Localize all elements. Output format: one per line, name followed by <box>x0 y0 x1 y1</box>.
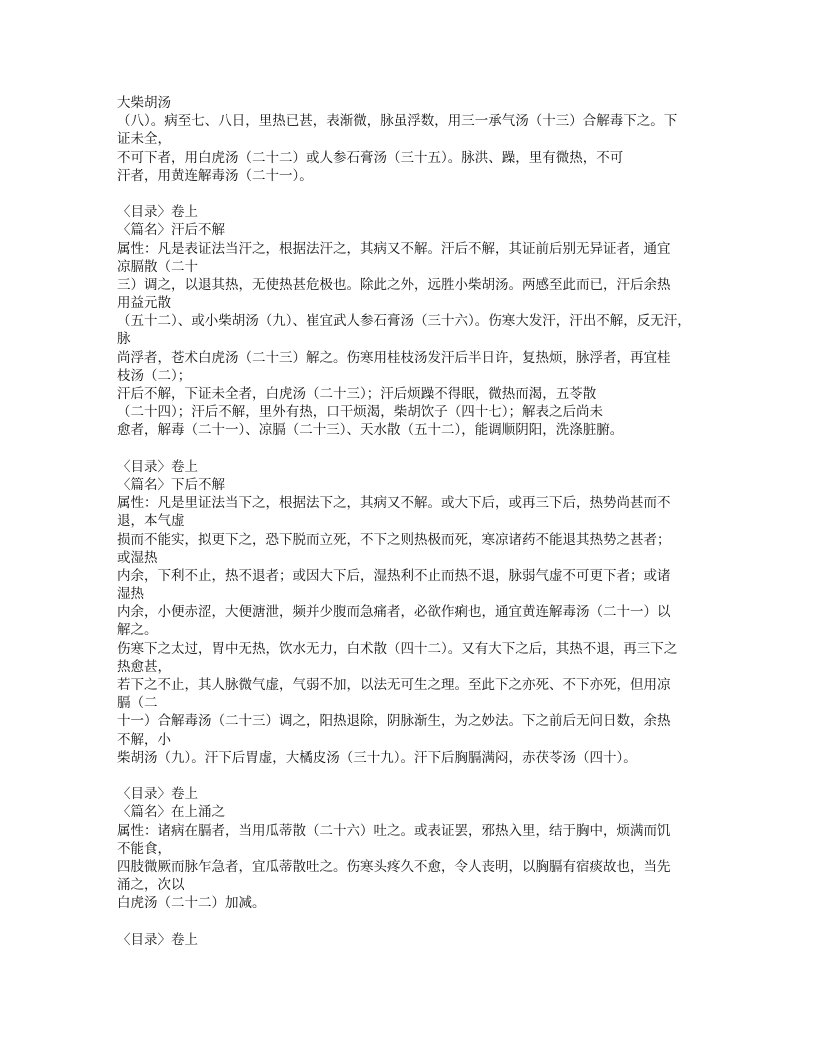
document-section <box>117 458 717 767</box>
text-line: （八）。病至七、八日，里热已甚，表渐微，脉虽浮数，用三一承气汤（十三）合解毒下之。下 <box>117 113 678 130</box>
text-line: 内余，小便赤涩，大便溏泄，频并少腹而急痛者，必欲作痢也，通宜黄连解毒汤（二十一）以 <box>117 604 671 621</box>
text-line: 伤寒下之太过，胃中无热，饮水无力，白术散（四十二）。又有大下之后，其热不退，再三下之 <box>117 640 678 657</box>
text-line: 〈目录〉卷上 <box>117 931 198 948</box>
text-line: （五十二）、或小柴胡汤（九）、崔宜武人参石膏汤（三十六）。伤寒大发汗，汗出不解，反无汗， <box>117 313 691 330</box>
text-line: 〈目录〉卷上 <box>117 786 198 803</box>
text-line: 凉膈散（二十 <box>117 258 198 275</box>
text-line: 退，本气虚 <box>117 513 185 530</box>
text-line: 属性：凡是里证法当下之，根据法下之，其病又不解。或大下后，或再三下后，热势尚甚而不 <box>117 495 671 512</box>
text-line: 若下之不止，其人脉微气虚，气弱不加，以法无可生之理。至此下之亦死、不下亦死，但用凉 <box>117 677 671 693</box>
text-line: 属性：诸病在膈者，当用瓜蒂散（二十六）吐之。或表证罢，邪热入里，结于胸中，烦满而饥 <box>117 822 671 839</box>
text-line: 汗者，用黄连解毒汤（二十一）。 <box>117 167 313 184</box>
document-section <box>117 94 717 185</box>
document-section <box>117 203 717 439</box>
text-line: 涌之，次以 <box>117 877 185 894</box>
text-line: 湿热 <box>117 586 144 603</box>
blank-line <box>117 767 717 785</box>
text-line: 汗后不解，下证未全者，白虎汤（二十三）；汗后烦躁不得眠，微热而渴，五苓散 <box>117 386 597 402</box>
blank-line <box>117 440 717 458</box>
text-line: 不解，小 <box>117 731 171 748</box>
text-line: 解之。 <box>117 622 158 639</box>
text-line: 或湿热 <box>117 549 158 566</box>
text-line: （二十四）；汗后不解，里外有热，口干烦渴，柴胡饮子（四十七）；解表之后尚未 <box>117 404 603 421</box>
text-line: 愈者，解毒（二十一）、凉膈（二十三）、天水散（五十二），能调顺阴阳，洗涤脏腑。 <box>117 422 624 439</box>
text-line: 四肢微厥而脉乍急者，宜瓜蒂散吐之。伤寒头疼久不愈，令人丧明，以胸膈有宿痰故也，当先 <box>117 858 671 875</box>
text-line: 膈（二 <box>117 695 158 712</box>
text-line: 〈篇名〉汗后不解 <box>117 222 225 239</box>
text-line: 不可下者，用白虎汤（二十二）或人参石膏汤（三十五）。脉洪、躁，里有微热，不可 <box>117 149 624 166</box>
text-line: 热愈甚， <box>117 658 171 675</box>
text-line: 尚浮者，苍术白虎汤（二十三）解之。伤寒用桂枝汤发汗后半日许，复热烦，脉浮者，再宜桂 <box>117 349 671 366</box>
text-line: 三）调之，以退其热，无使热甚危极也。除此之外，远胜小柴胡汤。两感至此而已，汗后余热 <box>117 276 671 293</box>
text-line: 柴胡汤（九）。汗下后胃虚，大橘皮汤（三十九）。汗下后胸膈满闷，赤茯苓汤（四十）。 <box>117 749 637 766</box>
text-line: 十一）合解毒汤（二十三）调之，阳热退除，阴脉渐生，为之妙法。下之前后无问日数，余热 <box>117 713 671 730</box>
document-body <box>117 94 717 949</box>
text-line: 白虎汤（二十二）加减。 <box>117 895 266 912</box>
text-line: 〈目录〉卷上 <box>117 204 198 221</box>
document-section <box>117 931 717 949</box>
text-line: 〈篇名〉在上涌之 <box>117 804 225 821</box>
blank-line <box>117 185 717 203</box>
text-line: 用益元散 <box>117 295 171 312</box>
text-line: 内余，下利不止，热不退者；或因大下后，湿热利不止而热不退，脉弱气虚不可更下者；或诸 <box>117 567 671 584</box>
text-line: 不能食， <box>117 840 171 857</box>
text-line: 〈目录〉卷上 <box>117 458 198 475</box>
text-line: 证未全， <box>117 131 171 148</box>
text-line: 损而不能实，拟更下之，恐下脱而立死，不下之则热极而死，寒凉诸药不能退其热势之甚者； <box>117 531 671 548</box>
text-line: 脉 <box>117 331 131 348</box>
text-line: 大柴胡汤 <box>117 95 171 111</box>
text-line: 属性：凡是表证法当汗之，根据法汗之，其病又不解。汗后不解，其证前后别无异证者，通宜 <box>117 240 671 257</box>
document-section <box>117 785 717 912</box>
blank-line <box>117 912 717 930</box>
text-line: 枝汤（二）； <box>117 367 192 384</box>
text-line: 〈篇名〉下后不解 <box>117 476 225 493</box>
